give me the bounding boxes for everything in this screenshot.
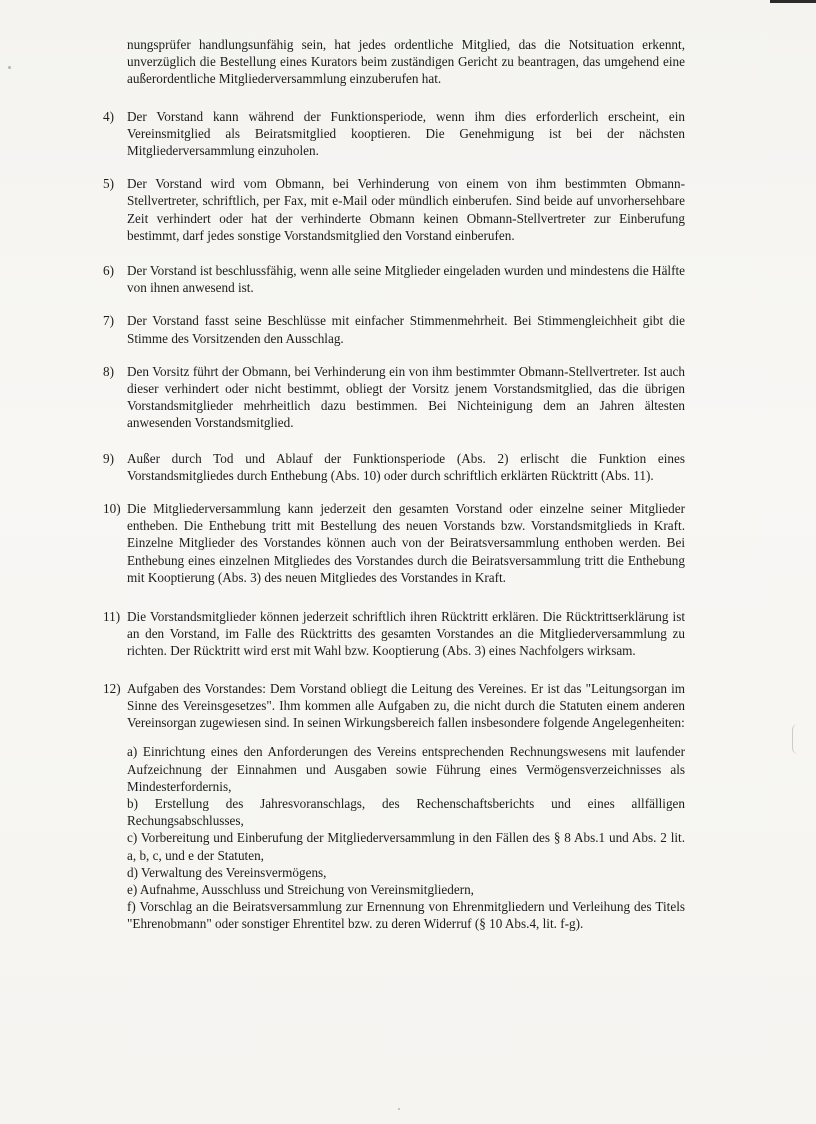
intro-paragraph [103,36,685,88]
paragraph-8 [103,363,685,432]
paragraph-number: 7) [103,313,114,329]
paragraph-12 [103,680,685,732]
scan-artifact [792,724,799,754]
scan-speck [8,66,11,69]
task-item: a) Einrichtung eines den Anforderungen des Vereins entsprechenden Rechnungswesens mit laufender Aufzeichnung der Einnahmen und Ausgaben sowie Führung eines Vermögensverzeichnisses als Mindesterfordernis, [127,744,685,794]
paragraph-10 [103,500,685,586]
paragraph-text: Der Vorstand wird vom Obmann, bei Verhinderung von einem von ihm bestimmten Obmann-Stellvertreter, schriftlich, per Fax, mit e-Mail oder mündlich einberufen. Sind beide auf unvorhersehbare Zeit verhindert oder hat der verhinderte Obmann keinen Obmann-Stellvertreter zur Einberufung bestimmt, darf jedes sonstige Vorstandsmitglied den Vorstand einberufen. [127,176,685,243]
paragraph-4 [103,108,685,160]
paragraph-5 [103,175,685,244]
task-list [103,743,685,932]
paragraph-number: 12) [103,680,121,696]
paragraph-number: 9) [103,450,114,466]
scan-edge-line [770,0,816,3]
paragraph-7 [103,312,685,346]
task-item: d) Verwaltung des Vereinsvermögens, [127,864,327,880]
paragraph-9 [103,450,685,484]
task-item: f) Vorschlag an die Beiratsversammlung zur Ernennung von Ehrenmitgliedern und Verleihung des Titels "Ehrenobmann" oder sonstiger Ehrentitel bzw. zu deren Widerruf (§ 10 Abs.4, lit. f-g). [127,899,685,932]
task-item: c) Vorbereitung und Einberufung der Mitgliederversammlung in den Fällen des § 8 Abs.1 und Abs. 2 lit. a, b, c, und e der Statuten, [127,830,685,863]
paragraph-number: 4) [103,108,114,124]
paragraph-number: 6) [103,263,114,279]
paragraph-text: Der Vorstand kann während der Funktionsperiode, wenn ihm dies erforderlich erscheint, ein Vereinsmitglied als Beiratsmitglied kooptieren. Die Genehmigung ist bei der nächsten Mitgliederversammlung einzuholen. [127,108,685,159]
paragraph-number: 10) [103,501,121,517]
paragraph-text: Die Mitgliederversammlung kann jederzeit den gesamten Vorstand oder einzelne seiner Mitglieder entheben. Die Enthebung tritt mit Bestellung des neuen Vorstands bzw. Vorstandsmitglieds in Kraft. Einzelne Mitglieder des Vorstandes können auch von der Beiratsversammlung enthoben werden. Bei Enthebung eines einzelnen Mitgliedes des Vorstandes durch die Beiratsversammlung tritt die Enthebung mit Kooptierung (Abs. 3) des neuen Mitgliedes des Vorstandes in Kraft. [127,501,685,585]
paragraph-number: 11) [103,609,121,625]
intro-text: nungsprüfer handlungsunfähig sein, hat jedes ordentliche Mitglied, das die Notsituation erkennt, unverzüglich die Bestellung eines Kurators beim zuständigen Gericht zu beantragen, das umgehend eine außerordentliche Mitgliederversammlung einzuberufen hat. [127,37,685,87]
paragraph-text: Der Vorstand ist beschlussfähig, wenn alle seine Mitglieder eingeladen wurden und mindestens die Hälfte von ihnen anwesend ist. [127,263,685,296]
paragraph-text: Der Vorstand fasst seine Beschlüsse mit einfacher Stimmenmehrheit. Bei Stimmengleichheit gibt die Stimme des Vorsitzenden den Ausschlag. [127,313,685,346]
paragraph-11 [103,608,685,660]
paragraph-text: Den Vorsitz führt der Obmann, bei Verhinderung ein von ihm bestimmter Obmann-Stellvertreter. Ist auch dieser verhindert oder nicht bestimmt, obliegt der Vorsitz jenem Vorstandsmitglied, das die übrigen Vorstandsmitglieder mehrheitlich dazu bestimmen. Bei Nichteinigung dem an Jahren ältesten anwesenden Vorstandsmitglied. [127,363,685,431]
paragraph-number: 8) [103,363,114,379]
task-item: b) Erstellung des Jahresvoranschlags, des Rechenschaftsberichts und eines allfälligen Rechungsabschlusses, [127,795,685,829]
paragraph-number: 5) [103,176,114,192]
document-body [103,36,685,933]
paragraph-6 [103,262,685,296]
scan-speck [398,1108,400,1110]
paragraph-text: Die Vorstandsmitglieder können jederzeit schriftlich ihren Rücktritt erklären. Die Rücktrittserklärung ist an den Vorstand, im Falle des Rücktritts des gesamten Vorstandes an die Mitgliederversammlung zu richten. Der Rücktritt wird erst mit Wahl bzw. Kooptierung (Abs. 3) eines Nachfolgers wirksam. [127,609,685,659]
paragraph-text: Außer durch Tod und Ablauf der Funktionsperiode (Abs. 2) erlischt die Funktion eines Vorstandsmitgliedes durch Enthebung (Abs. 10) oder durch schriftlich erklärten Rücktritt (Abs. 11). [127,450,685,483]
task-item: e) Aufnahme, Ausschluss und Streichung von Vereinsmitgliedern, [127,881,474,897]
paragraph-text: Aufgaben des Vorstandes: Dem Vorstand obliegt die Leitung des Vereines. Er ist das "Leitungsorgan im Sinne des Vereinsgesetzes". Ihm kommen alle Aufgaben zu, die nicht durch die Statuten einem anderen Vereinsorgan zugewiesen sind. In seinen Wirkungsbereich fallen insbesondere folgende Angelegenheiten: [127,680,685,731]
